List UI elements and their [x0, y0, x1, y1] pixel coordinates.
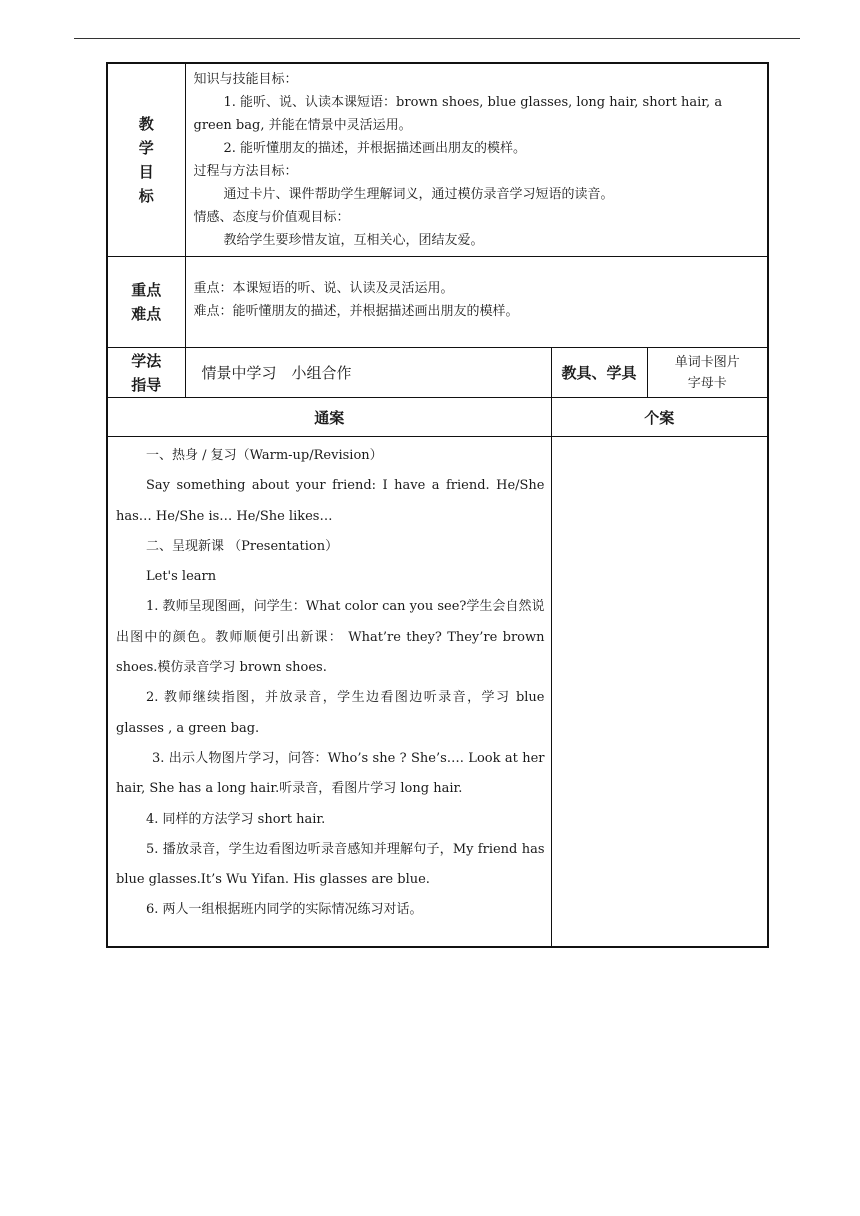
goals-line: 过程与方法目标： — [193, 164, 298, 179]
column-header-row — [107, 398, 768, 437]
method-row — [107, 348, 768, 398]
goals-line: 教给学生要珍惜友谊，互相关心，团结友爱。 — [223, 233, 484, 248]
method-value: 情景中学习 小组合作 — [185, 348, 551, 398]
tools-label: 教具、学具 — [551, 348, 647, 398]
method-label: 学法 指导 — [107, 348, 185, 398]
body-paragraph: 一、热身 / 复习（Warm-up/Revision） — [146, 448, 383, 463]
body-paragraph: Let's learn — [146, 569, 217, 585]
body-paragraph: Say something about your friend: I have a friend. He/She has… He/She is… He/She likes… — [116, 478, 545, 524]
body-paragraph: 4. 同样的方法学习 short hair. — [146, 811, 326, 827]
goals-line: 2. 能听懂朋友的描述，并根据描述画出朋友的模样。 — [223, 141, 527, 156]
key-points-content — [185, 257, 768, 348]
individual-plan-body — [551, 437, 768, 947]
key-point-line: 重点：本课短语的听、说、认读及灵活运用。 — [193, 281, 454, 296]
goals-line: 情感、态度与价值观目标： — [193, 210, 350, 225]
lesson-plan-table — [106, 62, 769, 948]
tools-value: 单词卡图片 字母卡 — [647, 348, 768, 398]
body-row — [107, 437, 768, 947]
goals-line: 知识与技能目标： — [193, 72, 298, 87]
goals-line: 通过卡片、课件帮助学生理解词义，通过模仿录音学习短语的读音。 — [223, 187, 614, 202]
key-points-row — [107, 257, 768, 348]
key-points-label: 重点 难点 — [107, 257, 185, 348]
body-paragraph: 6. 两人一组根据班内同学的实际情况练习对话。 — [146, 902, 423, 918]
body-paragraph: 1. 教师呈现图画，问学生：What color can you see?学生会自然说出图中的颜色。教师顺便引出新课： What’re they? They’re brown shoes.模仿录音学习 brown shoes. — [116, 599, 545, 676]
common-plan-header: 通案 — [107, 398, 551, 437]
goals-label: 教 学 目 标 — [107, 63, 185, 257]
body-paragraph: 3. 出示人物图片学习，问答：Who’s she ? She’s…. Look at her hair, She has a long hair.听录音，看图片学习 long hair. — [116, 750, 545, 797]
individual-plan-header: 个案 — [551, 398, 768, 437]
body-paragraph: 5. 播放录音，学生边看图边听录音感知并理解句子，My friend has blue glasses.It’s Wu Yifan. His glasses are blue. — [116, 841, 545, 888]
key-point-line: 难点：能听懂朋友的描述，并根据描述画出朋友的模样。 — [193, 304, 519, 319]
goals-line: 1. 能听、说、认读本课短语：brown shoes, blue glasses, long hair, short hair, a green bag, 并能在情景中灵活运用。 — [193, 95, 723, 133]
header-rule — [74, 38, 800, 39]
body-paragraph: 2. 教师继续指图，并放录音，学生边看图边听录音，学习 blue glasses , a green bag. — [116, 690, 545, 736]
goals-content — [185, 63, 768, 257]
body-paragraph: 二、呈现新课 （Presentation） — [146, 538, 339, 554]
goals-row — [107, 63, 768, 257]
common-plan-body — [107, 437, 551, 947]
